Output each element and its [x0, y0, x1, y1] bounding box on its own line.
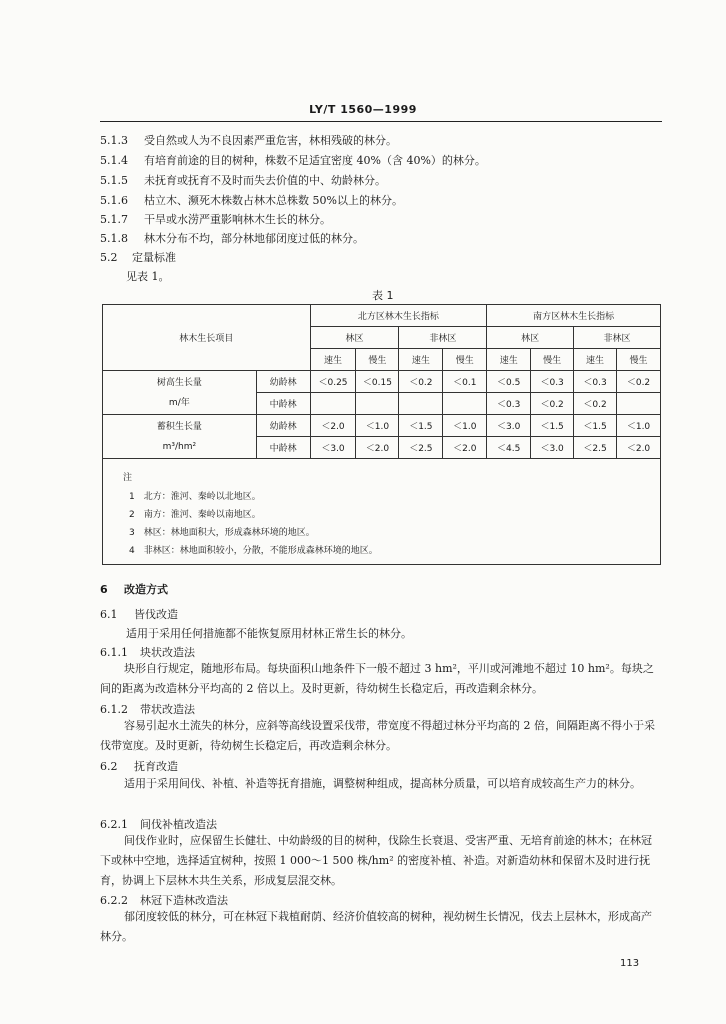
- col-slow: 慢生: [443, 349, 487, 371]
- item-5-1-5: 5.1.5 未抚育或抚育不及时而失去价值的中、幼龄林分。: [100, 174, 386, 187]
- table-cell: [310, 393, 356, 415]
- table-cell: ＜2.5: [399, 437, 443, 459]
- para-6-1-1: 块形自行规定，随地形布局。每块面积山地条件下一般不超过 3 hm²，平川或河滩地不超过 10 hm²。每块之间的距离为改造林分平均高的 2 倍以上。及时更新，待幼树生长稳定后，再改造剩余林分。: [100, 662, 654, 695]
- item-5-1-3: 5.1.3 受自然或人为不良因素严重危害，林相残破的林分。: [100, 134, 397, 147]
- table-cell: ＜0.3: [487, 393, 531, 415]
- section-5-2-heading: 5.2 定量标准: [100, 251, 176, 264]
- see-table-text: 见表 1。: [126, 270, 170, 283]
- age-class: 幼龄林: [256, 371, 310, 393]
- table-cell: ＜0.1: [443, 371, 487, 393]
- table-cell: ＜4.5: [487, 437, 531, 459]
- south-forest-area: 林区: [487, 327, 574, 349]
- col-fast: 速生: [399, 349, 443, 371]
- note-item: 4 非林区：林地面积较小，分散，不能形成森林环境的地区。: [129, 546, 378, 556]
- section-6-2-heading: 6.2 抚育改造: [100, 760, 178, 773]
- table-cell: ＜1.0: [443, 415, 487, 437]
- col-slow: 慢生: [356, 349, 399, 371]
- table-cell: ＜2.0: [617, 437, 661, 459]
- table-cell: ＜0.3: [531, 371, 574, 393]
- table-cell: ＜1.5: [531, 415, 574, 437]
- item-5-1-7: 5.1.7 干旱或水涝严重影响林木生长的林分。: [100, 213, 331, 226]
- para-6-2-1: 间伐作业时，应保留生长健壮、中幼龄级的目的树种，伐除生长衰退、受害严重、无培育前途的林木；在林冠下或林中空地，选择适宜树种，按照 1 000～1 500 株/hm² 的密度补植、补造。对新造幼林和保留木及时进行抚育，协调上下层林木共生关系，形成复层混交林。: [100, 834, 652, 887]
- para-6-1-2: 容易引起水土流失的林分，应斜等高线设置采伐带，带宽度不得超过林分平均高的 2 倍，间隔距离不得小于采伐带宽度。及时更新，待幼树生长稳定后，再改造剩余林分。: [100, 719, 655, 752]
- table-cell: ＜1.0: [356, 415, 399, 437]
- table-notes: [102, 458, 661, 565]
- table-cell: ＜1.5: [399, 415, 443, 437]
- note-item: 1 北方：淮河、秦岭以北地区。: [129, 492, 261, 502]
- table-cell: ＜3.0: [487, 415, 531, 437]
- page-number: 113: [620, 958, 640, 969]
- col-fast: 速生: [487, 349, 531, 371]
- height-growth-label: 树高生长量 m/年: [103, 371, 257, 415]
- north-header-cell: 北方区林木生长指标: [310, 305, 487, 327]
- table-cell: ＜0.5: [487, 371, 531, 393]
- growth-index-table: [102, 304, 661, 459]
- table-cell: ＜0.2: [531, 393, 574, 415]
- table-caption: 表 1: [372, 289, 394, 302]
- note-item: 2 南方：淮河、秦岭以南地区。: [129, 510, 261, 520]
- col-fast: 速生: [310, 349, 356, 371]
- table-cell: [356, 393, 399, 415]
- age-class: 中龄林: [256, 437, 310, 459]
- note-item: 3 林区：林地面积大，形成森林环境的地区。: [129, 528, 315, 538]
- table-cell: [399, 393, 443, 415]
- table-row: [103, 371, 661, 393]
- table-cell: ＜2.5: [574, 437, 617, 459]
- table-cell: ＜0.3: [574, 371, 617, 393]
- header-rule: [100, 121, 662, 122]
- col-fast: 速生: [574, 349, 617, 371]
- table-cell: ＜1.5: [574, 415, 617, 437]
- table-cell: ＜0.2: [574, 393, 617, 415]
- section-6-2-1-heading: 6.2.1 间伐补植改造法: [100, 818, 217, 831]
- table-cell: ＜2.0: [310, 415, 356, 437]
- item-header-cell: 林木生长项目: [103, 305, 311, 371]
- north-forest-area: 林区: [310, 327, 399, 349]
- section-6-1-heading: 6.1 皆伐改造: [100, 608, 178, 621]
- para-6-2-2: 郁闭度较低的林分，可在林冠下栽植耐荫、经济价值较高的树种，视幼树生长情况，伐去上层林木，形成高产林分。: [100, 910, 652, 943]
- table-cell: ＜0.2: [617, 371, 661, 393]
- age-class: 幼龄林: [256, 415, 310, 437]
- item-5-1-6: 5.1.6 枯立木、濒死木株数占林木总株数 50%以上的林分。: [100, 194, 403, 207]
- section-6-heading: 6 改造方式: [100, 583, 168, 596]
- col-slow: 慢生: [617, 349, 661, 371]
- section-6-1-2-heading: 6.1.2 带状改造法: [100, 703, 195, 716]
- table-cell: ＜0.15: [356, 371, 399, 393]
- table-cell: ＜1.0: [617, 415, 661, 437]
- para-6-2: 适用于采用间伐、补植、补造等抚育措施，调整树种组成，提高林分质量，可以培育成较高生产力的林分。: [124, 777, 641, 790]
- col-slow: 慢生: [531, 349, 574, 371]
- table-cell: ＜2.0: [356, 437, 399, 459]
- section-6-2-2-heading: 6.2.2 林冠下造林改造法: [100, 894, 228, 907]
- south-header-cell: 南方区林木生长指标: [487, 305, 661, 327]
- item-5-1-8: 5.1.8 林木分布不均，部分林地郁闭度过低的林分。: [100, 232, 364, 245]
- table-cell: ＜0.25: [310, 371, 356, 393]
- age-class: 中龄林: [256, 393, 310, 415]
- table-cell: ＜2.0: [443, 437, 487, 459]
- table-cell: ＜3.0: [531, 437, 574, 459]
- table-row: [103, 415, 661, 437]
- para-6-1: 适用于采用任何措施都不能恢复原用材林正常生长的林分。: [126, 627, 412, 640]
- table-cell: [443, 393, 487, 415]
- volume-growth-label: 蓄积生长量 m³/hm²: [103, 415, 257, 459]
- table-cell: [617, 393, 661, 415]
- north-non-forest-area: 非林区: [399, 327, 487, 349]
- south-non-forest-area: 非林区: [574, 327, 661, 349]
- table-cell: ＜3.0: [310, 437, 356, 459]
- notes-title: 注: [123, 473, 133, 483]
- page-header: LY/T 1560—1999: [309, 103, 417, 116]
- section-6-1-1-heading: 6.1.1 块状改造法: [100, 646, 195, 659]
- item-5-1-4: 5.1.4 有培育前途的目的树种，株数不足适宜密度 40%（含 40%）的林分。: [100, 154, 486, 167]
- table-cell: ＜0.2: [399, 371, 443, 393]
